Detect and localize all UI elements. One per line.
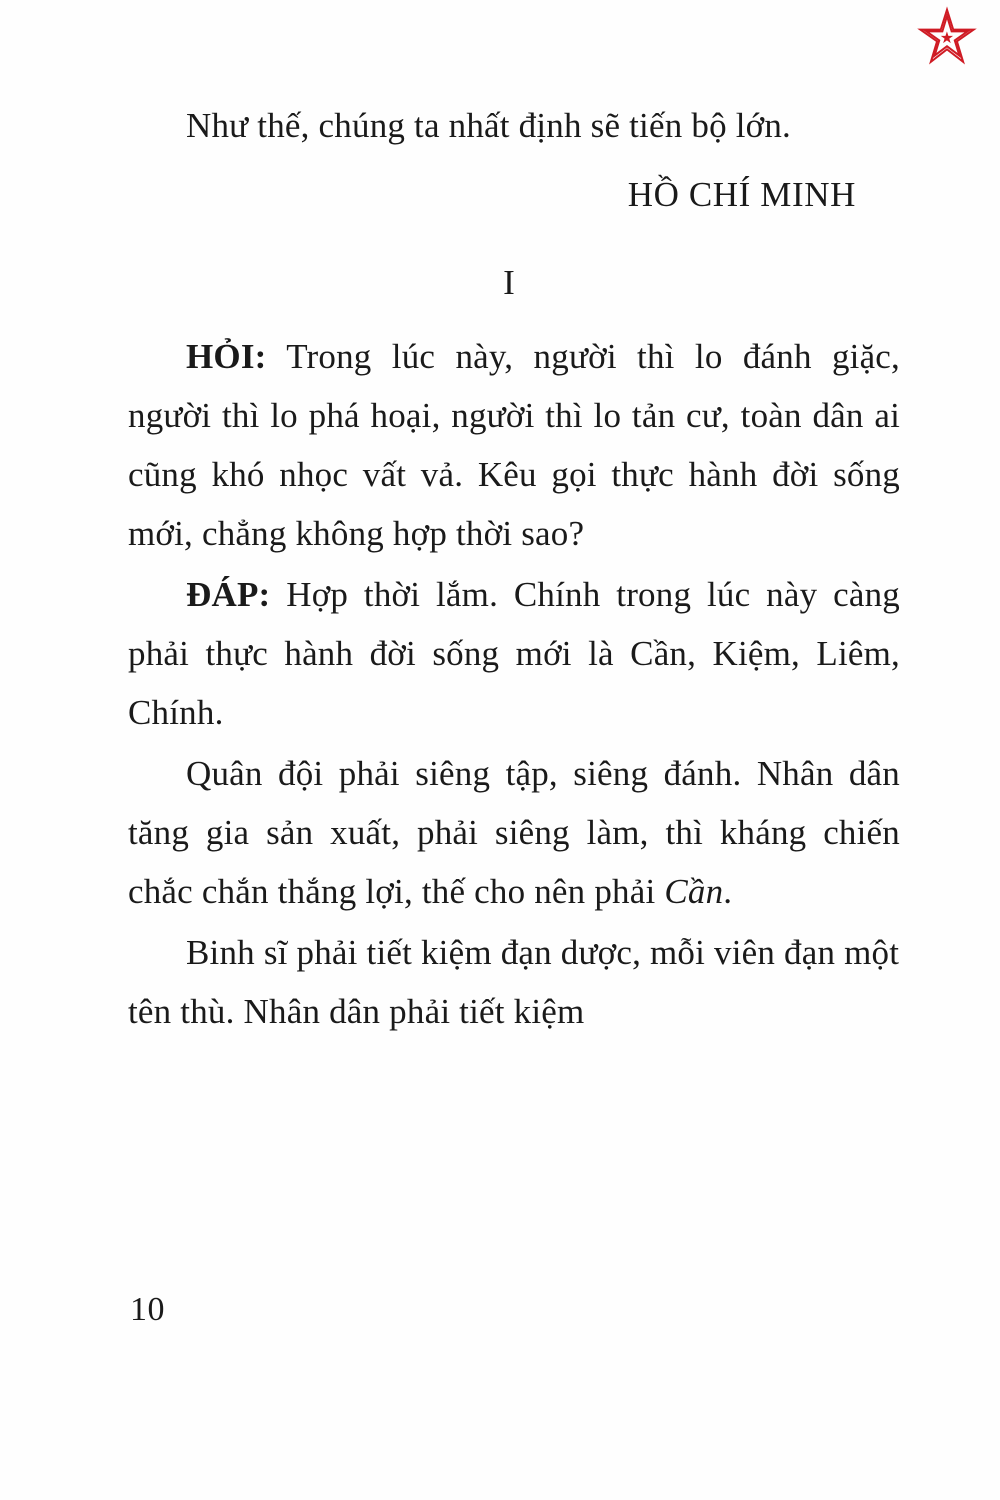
paragraph-answer — [128, 565, 900, 742]
answer-lead-label: ĐÁP: — [186, 575, 271, 614]
emphasized-word-can: Cần — [664, 872, 724, 911]
section-number: I — [503, 263, 515, 302]
author-signature: HỒ CHÍ MINH — [627, 175, 856, 214]
answer-text: Hợp thời lắm. Chính trong lúc này càng phải thực hành đời sống mới là Cần, Kiệm, Liêm, Chính. — [128, 575, 900, 732]
paragraph-army — [128, 744, 900, 921]
paragraph-opening: Như thế, chúng ta nhất định sẽ tiến bộ lớn. — [186, 106, 792, 145]
svg-text:★: ★ — [939, 30, 955, 48]
paragraph-question — [128, 327, 900, 563]
paragraph-army-text: Quân đội phải siêng tập, siêng đánh. Nhân dân tăng gia sản xuất, phải siêng làm, thì kháng chiến chắc chắn thắng lợi, thế cho nên phải — [128, 754, 900, 911]
paragraph-army-tail: . — [723, 872, 733, 911]
question-lead-label: HỎI: — [186, 337, 267, 376]
page-number: 10 — [130, 1291, 165, 1328]
paragraph-soldiers: Binh sĩ phải tiết kiệm đạn dược, mỗi viên đạn một tên thù. Nhân dân phải tiết kiệm — [128, 933, 900, 1031]
question-text: Trong lúc này, người thì lo đánh giặc, người thì lo phá hoại, người thì lo tản cư, toàn dân ai cũng khó nhọc vất vả. Kêu gọi thực hành đời sống mới, chẳng không hợp thời sao? — [128, 337, 900, 553]
red-star-ornament — [916, 6, 978, 68]
page-content — [128, 96, 900, 1043]
